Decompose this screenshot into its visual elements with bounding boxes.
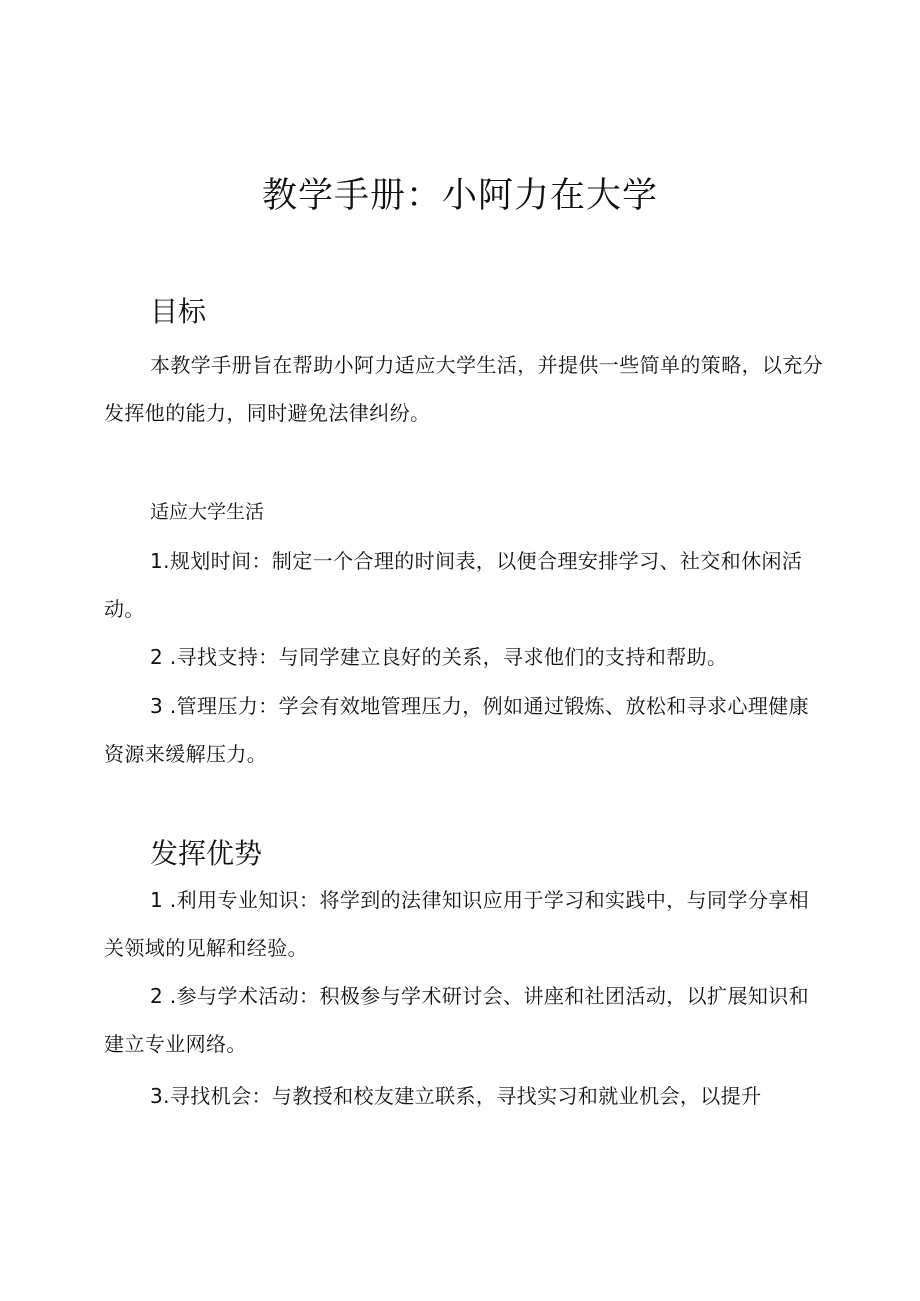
strengths-item-2: 2 .参与学术活动：积极参与学术研讨会、讲座和社团活动，以扩展知识和建立专业网络。 — [104, 984, 810, 1056]
adapt-item-3: 3 .管理压力：学会有效地管理压力，例如通过锻炼、放松和寻求心理健康资源来缓解压力。 — [104, 694, 810, 766]
strengths-item-3: 3.寻找机会：与教授和校友建立联系，寻找实习和就业机会，以提升 — [150, 1084, 762, 1108]
document-title: 教学手册：小阿力在大学 — [261, 176, 658, 216]
goal-paragraph: 本教学手册旨在帮助小阿力适应大学生活，并提供一些简单的策略，以充分发挥他的能力，同时避免法律纠纷。 — [104, 353, 824, 425]
section-heading-strengths: 发挥优势 — [150, 837, 263, 870]
section-subheading-adapt: 适应大学生活 — [150, 501, 265, 523]
section-heading-goal: 目标 — [150, 295, 207, 328]
adapt-item-1: 1.规划时间：制定一个合理的时间表，以便合理安排学习、社交和休闲活动。 — [104, 549, 803, 621]
adapt-item-2: 2 .寻找支持：与同学建立良好的关系，寻求他们的支持和帮助。 — [150, 645, 728, 669]
strengths-item-1: 1 .利用专业知识：将学到的法律知识应用于学习和实践中，与同学分享相关领域的见解和经验。 — [104, 888, 810, 960]
